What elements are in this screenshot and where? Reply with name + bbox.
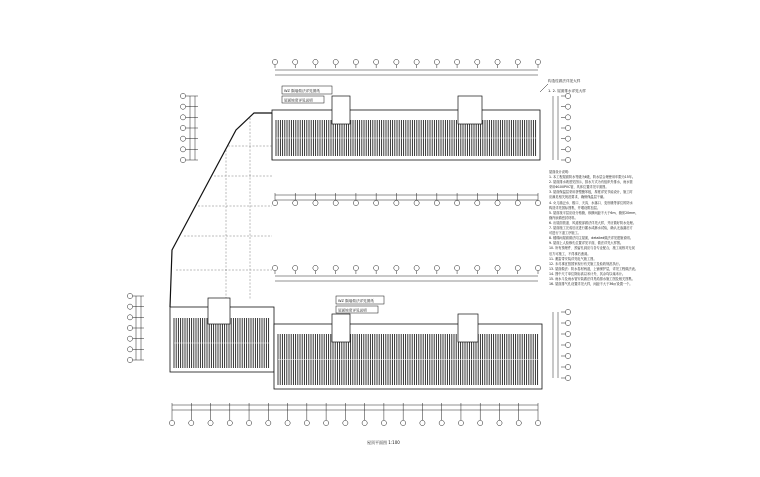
axis-bubble	[565, 157, 570, 162]
axis-bubble	[343, 420, 348, 425]
axis-bubble	[333, 265, 338, 270]
axis-bubble	[180, 93, 185, 98]
axis-bubble	[362, 420, 367, 425]
axis-bubble	[535, 59, 540, 64]
axis-bubble	[495, 265, 500, 270]
lower-stair-core-mid	[332, 314, 350, 342]
axis-bubble	[180, 104, 185, 109]
axis-bubble	[127, 293, 132, 298]
axis-bubble	[374, 200, 379, 205]
axis-bubble	[565, 93, 570, 98]
axis-bubble	[127, 315, 132, 320]
axis-bubble	[180, 157, 185, 162]
axis-bubble	[208, 420, 213, 425]
axis-bubble	[169, 420, 174, 425]
axis-bubble	[394, 200, 399, 205]
upper-stair-core-right	[458, 96, 482, 124]
note-line: 1. 本工程屋面防水等级为Ⅱ级，防水层合理使用年限为15年。	[549, 175, 636, 180]
note-line: 3. 屋面保温层采用挤塑聚苯板，厚度详见节能设计，施工时	[549, 190, 633, 195]
axis-bubble	[565, 342, 570, 347]
axis-bubble	[454, 59, 459, 64]
design-notes	[549, 170, 687, 287]
axis-bubble	[324, 420, 329, 425]
note-line: 9. 屋面上人检修孔位置详见平面，做法详见大样图。	[549, 241, 624, 246]
axis-bubble	[565, 136, 570, 141]
axis-bubble	[458, 420, 463, 425]
axis-bubble	[127, 357, 132, 362]
axis-bubble	[272, 265, 277, 270]
axis-bubble	[180, 115, 185, 120]
note-line: 5. 屋面找平层应设分格缝，纵横间距不大于6m，缝宽20mm，	[549, 210, 639, 215]
axis-bubble	[434, 200, 439, 205]
axis-bubble	[497, 420, 502, 425]
axis-bubble	[285, 420, 290, 425]
note-line: 14. 图中尺寸单位除标高以米计外，其余均以毫米计。	[549, 271, 626, 276]
axis-bubble	[565, 309, 570, 314]
axis-bubble	[394, 265, 399, 270]
axis-bubble	[246, 420, 251, 425]
note-line: 2. 屋面排水坡度见图示，排水方式为有组织外排水，雨水管	[549, 180, 633, 185]
note-line: 12. 未尽事宜按国家现行有关施工及验收规范执行。	[549, 261, 623, 266]
axis-bubble	[353, 200, 358, 205]
axis-bubble	[515, 265, 520, 270]
note-line: 16. 屋面排气孔设置详见大样，间距不大于36㎡设置一个。	[549, 282, 633, 287]
note-line: 可进行下道工序施工。	[549, 231, 581, 236]
axis-bubble	[565, 375, 570, 380]
axis-bubble	[381, 420, 386, 425]
axis-bubble	[353, 59, 358, 64]
ramp-grid	[176, 118, 272, 300]
note-line: 构造详见国标图集，并增设附加层。	[549, 205, 600, 210]
axis-bubble	[127, 347, 132, 352]
axis-bubble	[535, 200, 540, 205]
axis-bubble	[313, 59, 318, 64]
callout-lower-1: WZ 隔墙做法详见图纸	[338, 299, 374, 303]
callout-upper-1: WZ 隔墙做法详见图纸	[284, 89, 320, 93]
axis-bubble	[565, 320, 570, 325]
axis-bubble	[333, 200, 338, 205]
note-line: 10. 所有预埋件、预留孔洞应与各专业配合，施工前核对无误	[549, 246, 635, 251]
axis-bubble	[434, 265, 439, 270]
note-line: 13. 屋面做法：防水卷材两道，上铺保护层，详见工程做法表。	[549, 266, 638, 271]
axis-bubble	[515, 59, 520, 64]
axis-bubble	[565, 331, 570, 336]
axis-bubble	[516, 420, 521, 425]
axis-bubble	[478, 420, 483, 425]
axis-bubble	[189, 420, 194, 425]
axis-bubble	[565, 125, 570, 130]
callout-right-2: 1. 2. 屋面排水详见大样	[548, 89, 586, 93]
axis-bubble	[127, 304, 132, 309]
axis-bubble	[180, 136, 185, 141]
lower-stair-core-right	[458, 314, 478, 342]
axis-bubble	[394, 59, 399, 64]
note-line: 15. 雨水斗及雨水管安装做法详见给排水施工图及相关图集。	[549, 276, 635, 281]
axis-bubble	[535, 265, 540, 270]
axis-bubble	[454, 200, 459, 205]
note-line: 后方可施工，不得事后凿洞。	[549, 251, 591, 256]
note-line: 采用Φ100PVC管，具体位置详见平面图。	[549, 185, 609, 190]
axis-bubble	[439, 420, 444, 425]
axis-bubble	[495, 200, 500, 205]
axis-bubble	[293, 200, 298, 205]
axis-bubble	[293, 265, 298, 270]
note-line: 6. 出屋面管道、风道根部做法详见大样，并应做好防水处理。	[549, 220, 636, 225]
note-line: 缝内嵌填密封材料。	[549, 215, 578, 220]
axis-bubble	[565, 364, 570, 369]
note-line: 7. 屋面施工完成后应进行蓄水或淋水试验，确认无渗漏后方	[549, 226, 633, 231]
axis-bubble	[374, 265, 379, 270]
axis-bubble	[565, 353, 570, 358]
axis-bubble	[304, 420, 309, 425]
callout-lower-2: 屋面坡度详见说明	[338, 308, 367, 313]
axis-bubble	[565, 147, 570, 152]
axis-bubble	[535, 420, 540, 425]
axis-bubble	[565, 115, 570, 120]
axis-bubble	[272, 200, 277, 205]
axis-bubble	[313, 265, 318, 270]
axis-bubble	[227, 420, 232, 425]
axis-bubble	[180, 147, 185, 152]
axis-bubble	[414, 200, 419, 205]
axis-bubble	[333, 59, 338, 64]
lower-stair-core-left	[208, 298, 230, 324]
drawing-caption: 屋顶平面图 1:100	[367, 440, 400, 445]
axis-bubble	[272, 59, 277, 64]
axis-bubble	[293, 59, 298, 64]
axis-bubble	[475, 59, 480, 64]
upper-stair-core-left	[332, 96, 350, 124]
note-line: 8. 楼梯间屋面做法同主屋面，detailed做法详见建施说明。	[549, 236, 633, 241]
axis-bubble	[414, 59, 419, 64]
note-line: 应满足相关规范要求，确保保温层干燥。	[549, 195, 607, 200]
axis-bubble	[180, 125, 185, 130]
axis-bubble	[353, 265, 358, 270]
axis-bubble	[565, 104, 570, 109]
axis-bubble	[475, 200, 480, 205]
callout-upper-2: 屋面坡度详见说明	[284, 98, 313, 103]
axis-bubble	[434, 59, 439, 64]
ramp-outline	[170, 113, 272, 307]
axis-bubble	[420, 420, 425, 425]
axis-bubble	[374, 59, 379, 64]
callout-right-1: 构造柱做法详见大样	[548, 79, 581, 83]
axis-bubble	[454, 265, 459, 270]
axis-bubble	[515, 200, 520, 205]
note-line: 4. 女儿墙泛水、檐口、天沟、水落口、变形缝等部位的防水	[549, 200, 633, 205]
axis-bubble	[401, 420, 406, 425]
axis-bubble	[127, 325, 132, 330]
axis-bubble	[495, 59, 500, 64]
axis-bubble	[127, 336, 132, 341]
axis-bubble	[266, 420, 271, 425]
note-line: 11. 避雷带安装详见电气施工图。	[549, 256, 597, 261]
axis-bubble	[414, 265, 419, 270]
note-line: 屋面设计说明：	[549, 170, 572, 174]
axis-bubble	[313, 200, 318, 205]
axis-bubble	[475, 265, 480, 270]
